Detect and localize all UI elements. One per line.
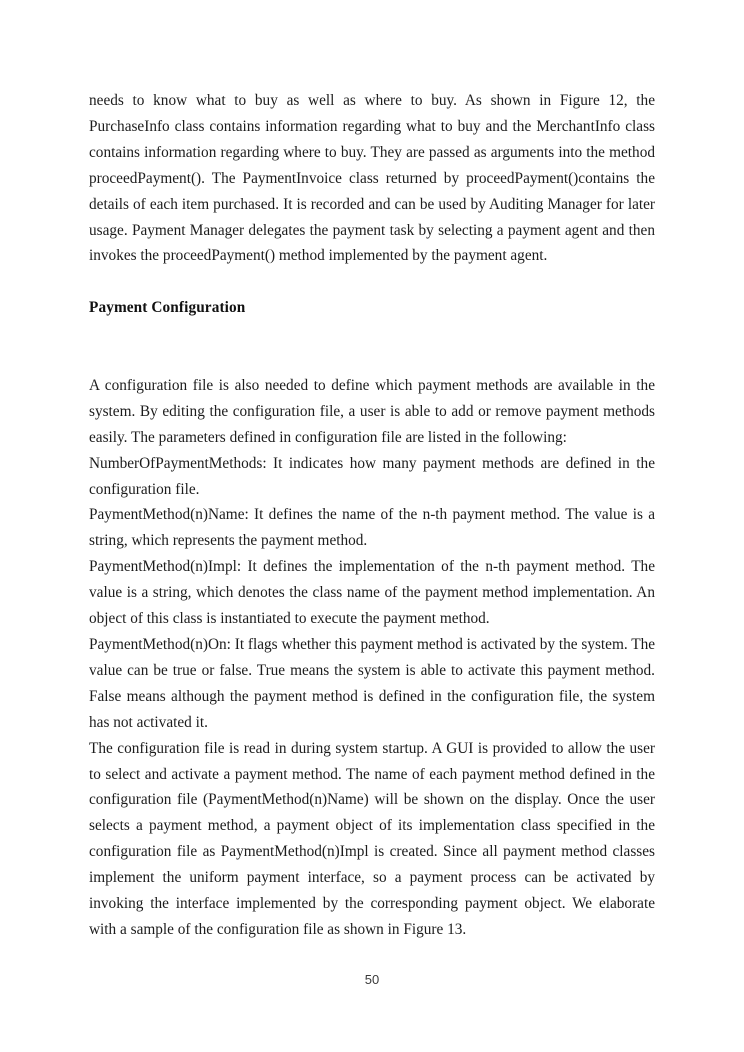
section-heading-payment-configuration: Payment Configuration	[89, 299, 246, 317]
page-number: 50	[364, 972, 380, 987]
paragraph-payment-manager: needs to know what to buy as well as where to buy. As shown in Figure 12, the PurchaseInfo class contains information regarding what to buy and the MerchantInfo class contains information regarding where to buy. They are passed as arguments into the method proceedPayment(). The PaymentInvoice class returned by proceedPayment()contains the details of each item purchased. It is recorded and can be used by Auditing Manager for later usage. Payment Manager delegates the payment task by selecting a payment agent and then invokes the proceedPayment() method implemented by the payment agent.	[89, 92, 655, 265]
paragraph-config-startup-gui: The configuration file is read in during system startup. A GUI is provided to allow the user to select and activate a payment method. The name of each payment method defined in the configuration file (PaymentMethod(n)Name) will be shown on the display. Once the user selects a payment method, a payment object of its implementation class specified in the configuration file as PaymentMethod(n)Impl is created. Since all payment method classes implement the uniform payment interface, so a payment process can be activated by invoking the interface implemented by the corresponding payment object. We elaborate with a sample of the configuration file as shown in Figure 13.	[89, 739, 655, 938]
heading-spacer-above	[89, 269, 655, 295]
paragraph-config-file-intro: A configuration file is also needed to define which payment methods are available in the system. By editing the configuration file, a user is able to add or remove payment methods easily. The parameters defined in configuration file are listed in the following:	[89, 376, 655, 446]
heading-spacer-below	[89, 321, 655, 373]
paragraph-number-of-payment-methods: NumberOfPaymentMethods: It indicates how many payment methods are defined in the configuration file.	[89, 454, 655, 498]
paragraph-payment-method-name: PaymentMethod(n)Name: It defines the name of the n-th payment method. The value is a string, which represents the payment method.	[89, 506, 655, 550]
paragraph-payment-method-on: PaymentMethod(n)On: It flags whether this payment method is activated by the system. The value can be true or false. True means the system is able to activate this payment method. False means although the payment method is defined in the configuration file, the system has not activated it.	[89, 636, 656, 731]
page-text-column	[89, 88, 655, 943]
paragraph-payment-method-impl: PaymentMethod(n)Impl: It defines the implementation of the n-th payment method. The value is a string, which denotes the class name of the payment method implementation. An object of this class is instantiated to execute the payment method.	[89, 558, 655, 628]
